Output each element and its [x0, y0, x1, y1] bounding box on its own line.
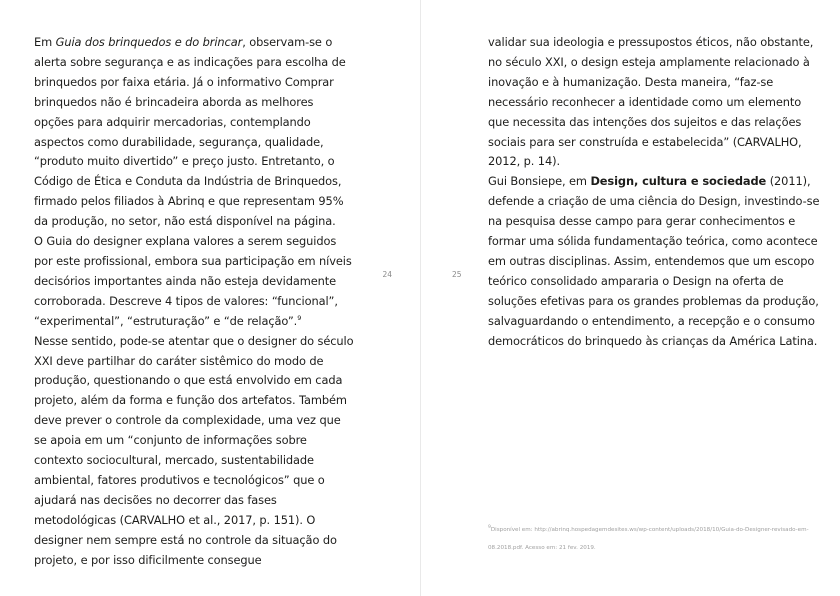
page-number-left: 24 — [382, 270, 392, 279]
left-paragraph-2 — [34, 232, 354, 332]
right-body-text — [488, 33, 824, 352]
footnote — [488, 521, 824, 557]
left-paragraph-1 — [34, 33, 354, 232]
text-run: O Guia do designer explana valores a serem seguidos por este profissional, embora sua participação em níveis decisórios importantes ainda não esteja devidamente corroborada. Descreve 4 tipos de valores: “funcional”, “experimental”, “estruturação” e “de relação”. — [34, 234, 352, 328]
text-run: (2011), defende a criação de uma ciência do Design, investindo-se na pesquisa desse campo para gerar conhecimentos e formar uma sólida fundamentação teórica, como acontece em outras disciplinas. Assim, entendemos que um escopo teórico consolidado ampararia o Design na oferta de soluções efetivas para os grandes problemas da produção, salvaguardando o entendimento, a recepção e o consumo democráticos do brinquedo às crianças da América Latina. — [488, 174, 820, 348]
left-body-text — [34, 33, 354, 570]
text-run: Em — [34, 35, 56, 49]
footnote-text: Disponível em: http://abrinq.hospedagemdesites.ws/wp-content/uploads/2018/10/Guia-do-Designer-revisado-em-08.2018.pdf. Acesso em: 21 fev. 2019. — [488, 527, 809, 551]
left-paragraph-3: Nesse sentido, pode-se atentar que o designer do século XXI deve partilhar do caráter sistêmico do modo de produção, questionando o que está envolvido em cada projeto, além da forma e função dos artefatos. Também deve prever o controle da complexidade, uma vez que se apoia em um “conjunto de informações sobre contexto sociocultural, mercado, sustentabilidade ambiental, fatores produtivos e tecnológicos” que o ajudará nas decisões no decorrer das fases metodológicas (CARVALHO et al., 2017, p. 151). O designer nem sempre está no controle da situação do projeto, e por isso dificilmente consegue — [34, 333, 354, 567]
text-run: Gui Bonsiepe, em — [488, 174, 591, 189]
italic-title: Guia dos brinquedos e do brincar — [55, 35, 243, 49]
bold-title: Design, cultura e sociedade — [590, 174, 767, 189]
footnote-mark: 9 — [488, 525, 491, 531]
footnote-reference: 9 — [297, 313, 302, 322]
right-paragraph-2 — [488, 172, 824, 351]
right-page — [420, 0, 840, 596]
page-number-right: 25 — [452, 270, 462, 279]
right-paragraph-1: validar sua ideologia e pressupostos éticos, não obstante, no século XXI, o design esteja amplamente relacionado à inovação e à humanização. Desta maneira, “faz-se necessário reconhecer a identidade como um elemento que necessita das intenções dos sujeitos e das relações sociais para ser construída e estabelecida” (CARVALHO, 2012, p. 14). — [488, 35, 814, 169]
text-run: , observam-se o alerta sobre segurança e as indicações para escolha de brinquedos por faixa etária. Já o informativo Comprar brinquedos não é brincadeira aborda as melhores opções para adquirir mercadorias, contemplando aspectos como durabilidade, segurança, qualidade, “produto muito divertido” e preço justo. Entretanto, o Código de Ética e Conduta da Indústria de Brinquedos, firmado pelos filiados à Abrinq e que representam 95% da produção, no setor, não está disponível na página. — [34, 35, 346, 229]
